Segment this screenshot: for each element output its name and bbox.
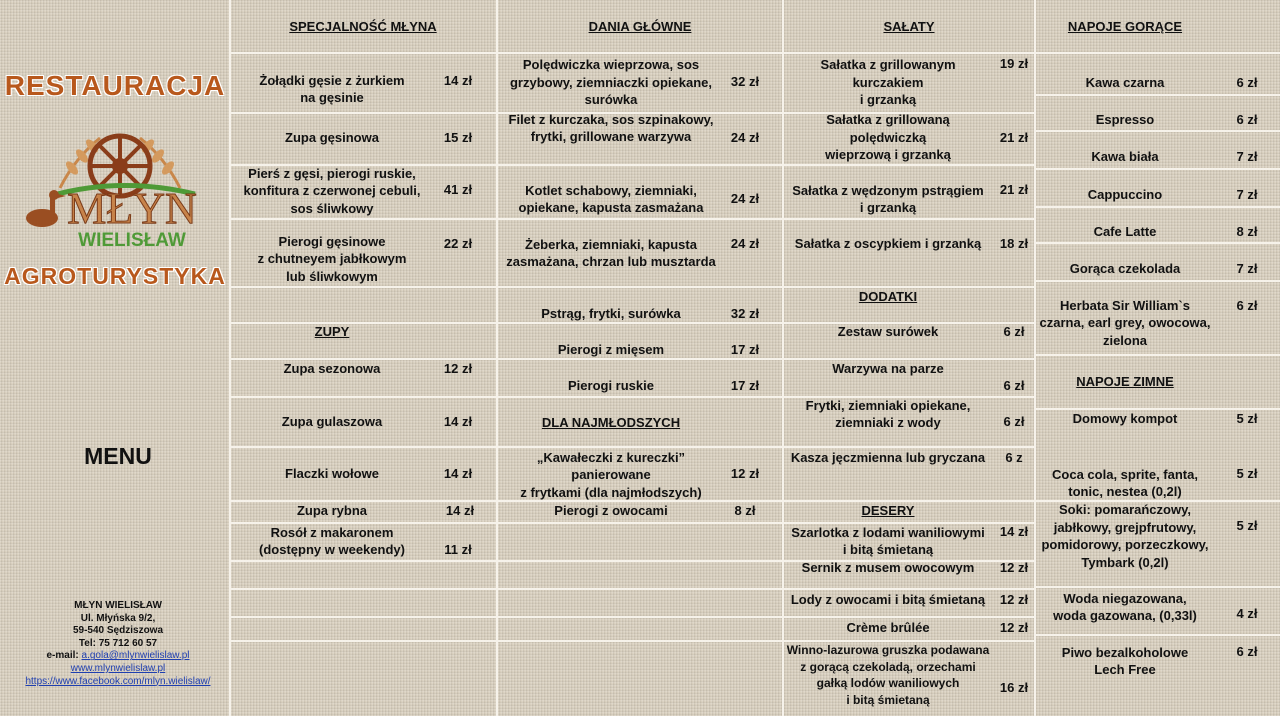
section-header-kids: DLA NAJMŁODSZYCH — [541, 415, 681, 431]
menu-item-name: „Kawałeczki z kureczki” panierowane z frytkami (dla najmłodszych) — [520, 449, 702, 500]
menu-item-name: Pstrąg, frytki, surówka — [541, 306, 681, 322]
grid-line — [1036, 242, 1280, 244]
menu-label: MENU — [84, 443, 152, 469]
grid-line — [1036, 634, 1280, 636]
menu-item-price: 14 zł — [443, 73, 473, 89]
contact-email-row — [0, 650, 236, 663]
menu-item-price: 6 zł — [1236, 112, 1258, 128]
contact-phone: Tel: 75 712 60 57 — [78, 637, 158, 649]
menu-item-price: 12 zł — [999, 620, 1029, 636]
logo-sub: WIELISŁAW — [78, 230, 186, 251]
grid-line — [1036, 94, 1280, 96]
menu-item-name: Kawa biała — [1091, 149, 1159, 165]
menu-item-price: 6 z — [1005, 450, 1023, 466]
menu-item-name: Pierogi ruskie — [568, 378, 654, 394]
menu-item-name: Zupa rybna — [296, 503, 368, 519]
menu-item-name: Soki: pomarańczowy, jabłkowy, grejpfrutowy, pomidorowy, porzeczkowy, Tymbark (0,2l) — [1041, 502, 1209, 570]
menu-item-price: 19 zł — [999, 56, 1029, 72]
grid-line — [1036, 206, 1280, 208]
restaurant-title: RESTAURACJA — [4, 70, 226, 101]
menu-item-name: Sernik z musem owocowym — [801, 560, 975, 576]
contact-name: MŁYN WIELISŁAW — [74, 600, 162, 611]
menu-item-name: Zupa sezonowa — [283, 361, 381, 377]
menu-item-name: Pierś z gęsi, pierogi ruskie, konfitura z czerwonej cebuli, sos śliwkowy — [243, 165, 421, 216]
section-header-main-dishes: DANIA GŁÓWNE — [588, 19, 692, 34]
email-link[interactable]: a.gola@mlynwielislaw.pl — [81, 650, 190, 662]
menu-item-name: Sałatka z grillowaną polędwiczką wieprzową i grzanką — [825, 112, 951, 163]
menu-item-name: Lody z owocami i bitą śmietaną — [790, 592, 986, 608]
menu-item-name: Szarlotka z lodami waniliowymi i bitą śmietaną — [791, 524, 985, 557]
mill-logo — [20, 118, 220, 256]
menu-item-price: 6 zł — [1003, 414, 1025, 430]
menu-item-price: 41 zł — [443, 182, 473, 198]
menu-item-name: Polędwiczka wieprzowa, sos grzybowy, ziemniaczki opiekane, surówka — [509, 57, 713, 108]
menu-item-price: 5 zł — [1236, 518, 1258, 534]
menu-item-price: 5 zł — [1236, 411, 1258, 427]
section-header-cold-drinks: NAPOJE ZIMNE — [1076, 374, 1174, 390]
menu-item-name: Herbata Sir William`s czarna, earl grey, owocowa, zielona — [1039, 297, 1211, 348]
menu-item-price: 17 zł — [730, 378, 760, 394]
menu-item-name: Żeberka, ziemniaki, kapusta zasmażana, chrzan lub musztarda — [506, 236, 716, 269]
section-header-specialty: SPECJALNOŚĆ MŁYNA — [289, 19, 437, 34]
grid-line — [1036, 354, 1280, 356]
menu-item-name: Zupa gęsinowa — [285, 130, 379, 146]
menu-item-name: Cappuccino — [1087, 187, 1163, 203]
menu-item-price: 17 zł — [730, 342, 760, 358]
menu-item-name: Rosół z makaronem (dostępny w weekendy) — [259, 524, 405, 557]
contact-street: Ul. Młyńska 9/2, — [80, 612, 156, 624]
agrotourism-title: AGROTURYSTYKA — [4, 263, 226, 289]
logo-name: MŁYN — [67, 184, 197, 233]
grid-line — [1036, 130, 1280, 132]
menu-item-name: Kotlet schabowy, ziemniaki, opiekane, kapusta zasmażana — [518, 182, 704, 215]
menu-item-name: Winno-lazurowa gruszka podawana z gorącą czekoladą, orzechami gałką lodów waniliowych i bitą śmietaną — [786, 643, 990, 707]
menu-item-name: Cafe Latte — [1093, 224, 1157, 240]
menu-item-price: 22 zł — [443, 236, 473, 252]
menu-item-price: 6 zł — [1003, 324, 1025, 340]
menu-item-name: Pierogi z owocami — [554, 503, 668, 519]
menu-item-price: 12 zł — [730, 466, 760, 482]
menu-item-price: 6 zł — [1003, 378, 1025, 394]
menu-item-price: 6 zł — [1236, 75, 1258, 91]
menu-item-price: 14 zł — [443, 466, 473, 482]
menu-item-name: Zupa gulaszowa — [281, 414, 383, 430]
section-header-desserts: DESERY — [861, 503, 915, 519]
section-header-soups: ZUPY — [314, 324, 350, 340]
menu-item-price: 8 zł — [1236, 224, 1258, 240]
menu-item-price: 8 zł — [734, 503, 756, 519]
menu-item-price: 7 zł — [1236, 187, 1258, 203]
menu-item-name: Warzywa na parze — [832, 361, 944, 377]
menu-item-name: Kasza jęczmienna lub gryczana — [790, 450, 986, 466]
menu-item-price: 24 zł — [730, 236, 760, 252]
menu-item-price: 4 zł — [1236, 606, 1258, 622]
menu-item-price: 5 zł — [1236, 466, 1258, 482]
menu-item-price: 18 zł — [999, 236, 1029, 252]
contact-block — [0, 600, 236, 688]
website-link[interactable]: www.mlynwielislaw.pl — [70, 662, 166, 674]
menu-item-price: 14 zł — [445, 503, 475, 519]
goose-icon — [26, 190, 66, 227]
section-header-sides: DODATKI — [858, 289, 918, 305]
menu-item-price: 24 zł — [730, 130, 760, 146]
menu-item-name: Zestaw surówek — [837, 324, 939, 340]
menu-item-price: 21 zł — [999, 130, 1029, 146]
menu-item-name: Piwo bezalkoholowe Lech Free — [1061, 644, 1189, 677]
menu-item-name: Flaczki wołowe — [285, 466, 379, 482]
menu-item-price: 6 zł — [1236, 644, 1258, 660]
menu-item-price: 32 zł — [730, 306, 760, 322]
contact-city: 59-540 Sędziszowa — [72, 625, 164, 637]
menu-item-name: Sałatka z oscypkiem i grzanką — [794, 236, 982, 252]
menu-item-price: 14 zł — [443, 414, 473, 430]
menu-item-price: 21 zł — [999, 182, 1029, 198]
menu-item-name: Filet z kurczaka, sos szpinakowy, frytki, grillowane warzywa — [508, 111, 714, 144]
menu-item-price: 32 zł — [730, 74, 760, 90]
grid-line — [1036, 280, 1280, 282]
sidebar — [0, 0, 230, 716]
menu-item-name: Coca cola, sprite, fanta, tonic, nestea (0,2l) — [1052, 466, 1198, 499]
menu-item-name: Crème brûlée — [846, 620, 930, 636]
email-label: e-mail: — [46, 650, 79, 662]
facebook-link[interactable]: https://www.facebook.com/mlyn.wielislaw/ — [25, 675, 211, 687]
menu-item-name: Frytki, ziemniaki opiekane, ziemniaki z wody — [805, 397, 971, 430]
menu-item-name: Pierogi gęsinowe z chutneyem jabłkowym lub śliwkowym — [257, 233, 407, 284]
menu-item-price: 16 zł — [999, 680, 1029, 696]
menu-item-name: Domowy kompot — [1072, 411, 1178, 427]
menu-item-name: Kawa czarna — [1085, 75, 1165, 91]
section-header-hot-drinks: NAPOJE GORĄCE — [1067, 19, 1183, 34]
menu-item-price: 14 zł — [999, 524, 1029, 540]
grid-line — [230, 218, 1036, 220]
menu-item-price: 7 zł — [1236, 261, 1258, 277]
menu-item-name: Woda niegazowana, woda gazowana, (0,33l) — [1053, 590, 1197, 623]
menu-item-price: 15 zł — [443, 130, 473, 146]
menu-item-name: Sałatka z grillowanym kurczakiem i grzanką — [820, 57, 956, 108]
menu-item-price: 7 zł — [1236, 149, 1258, 165]
menu-item-name: Espresso — [1095, 112, 1155, 128]
menu-item-name: Pierogi z mięsem — [557, 342, 665, 358]
menu-item-name: Żołądki gęsie z żurkiem na gęsinie — [259, 72, 405, 105]
menu-item-price: 12 zł — [999, 560, 1029, 576]
grid-line — [1036, 168, 1280, 170]
menu-item-price: 12 zł — [999, 592, 1029, 608]
menu-item-name: Sałatka z wędzonym pstrągiem i grzanką — [792, 182, 984, 215]
menu-item-price: 24 zł — [730, 191, 760, 207]
menu-item-price: 11 zł — [444, 542, 472, 558]
menu-item-price: 6 zł — [1236, 298, 1258, 314]
section-header-salads: SAŁATY — [883, 19, 935, 34]
menu-item-name: Gorąca czekolada — [1069, 261, 1181, 277]
header-separator — [230, 52, 1280, 54]
menu-item-price: 12 zł — [443, 361, 473, 377]
